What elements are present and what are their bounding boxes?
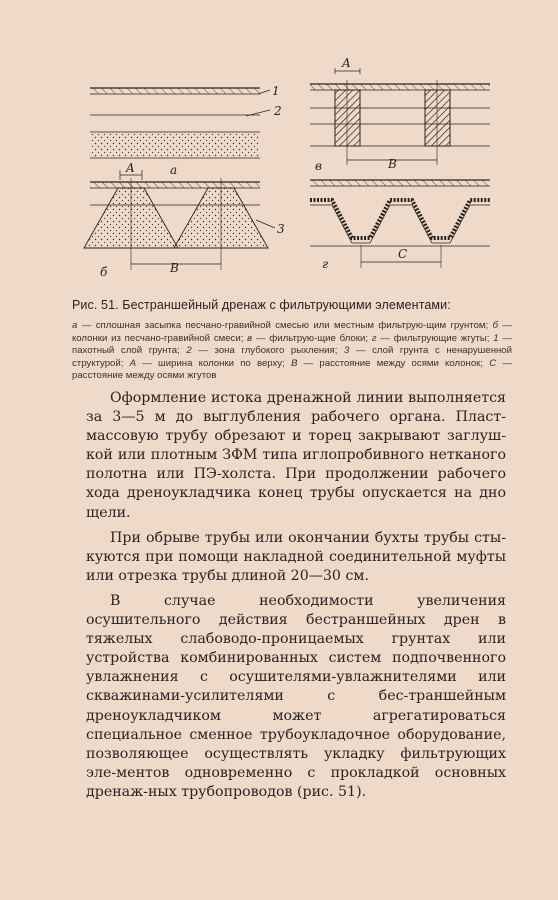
label-b: б [100, 265, 108, 279]
label-g: г [322, 257, 329, 271]
legend-key: б [492, 320, 498, 331]
figure-legend [72, 320, 512, 383]
legend-text: — зона глубокого рыхления; [191, 345, 344, 357]
legend-key: 3 [343, 345, 350, 357]
legend-key: 1 [493, 332, 499, 344]
label-B-b: B [170, 261, 179, 275]
label-3: 3 [277, 222, 285, 236]
legend-key: а [72, 320, 78, 331]
panel-b [84, 161, 285, 279]
label-A-b: A [126, 161, 135, 175]
body-text [86, 389, 506, 808]
legend-text: — слой грунта с ненарушенной структурой; [72, 345, 512, 369]
legend-key: C [489, 357, 497, 369]
legend-text: — колонки из песчано-гравийной смеси; [72, 320, 512, 344]
drainage-figure [70, 40, 510, 290]
label-v: в [315, 159, 322, 173]
panel-a [90, 84, 282, 177]
legend-key: 2 [186, 345, 192, 357]
label-2: 2 [274, 104, 282, 118]
legend-text: — ширина колонки по верху; [136, 357, 291, 369]
label-a: а [170, 163, 178, 177]
paragraph: В случае необходимости увеличения осушительного действия бестраншейных дрен в тяжелых слабоводо-проницаемых грунтах или устройства комбинированных систем подпочвенного увлажнения с осушителями-увлажнителями или скважинами-усилителями с бес-траншейным дреноукладчиком может агрегатироваться специальное сменное трубоукладочное оборудование, позволяющее осуществлять укладку фильтрующих эле-ментов одновременно с прокладкой основных дренаж-ных трубопроводов (рис. 51). [86, 592, 506, 800]
label-1: 1 [272, 84, 280, 98]
legend-text: — сплошная засыпка песчано-гравийной смесью или местным фильтрую-щим грунтом; [77, 320, 493, 331]
paragraph: Оформление истока дренажной линии выполняется за 3—5 м до выглубления рабочего органа. Пласт-массовую трубу обрезают и торец закрывают заглуш-кой или плотным ЗФМ типа иглопробивного нетканого полотна или ПЭ-холста. При продолжении рабочего хода дреноукладчика конец трубы опускается на дно щели. [86, 390, 506, 521]
figure-caption-title: Рис. 51. Бестраншейный дренаж с фильтрующими элементами: [72, 298, 451, 312]
legend-text: — фильтрую-щие блоки; [252, 332, 372, 344]
legend-key: B [290, 357, 298, 369]
label-B-v: B [388, 157, 397, 171]
panel-g [310, 180, 490, 271]
legend-key: A [129, 357, 137, 369]
label-A-top: A [342, 56, 351, 70]
label-C: C [398, 247, 408, 261]
figure-drawing [70, 40, 510, 290]
legend-text: — расстояние между осями жгутов [72, 357, 512, 382]
legend-text: — расстояние между осями колонок; [297, 357, 490, 369]
panel-v [310, 56, 490, 173]
legend-key: г [371, 332, 377, 344]
legend-key: в [247, 332, 253, 344]
paragraph: При обрыве трубы или окончании бухты трубы сты-куются при помощи накладной соединительной муфты или отрезка трубы длиной 20—30 см. [86, 529, 506, 584]
legend-text: — фильтрующие жгуты; [376, 332, 494, 344]
legend-text: — пахотный слой грунта; [72, 332, 512, 357]
